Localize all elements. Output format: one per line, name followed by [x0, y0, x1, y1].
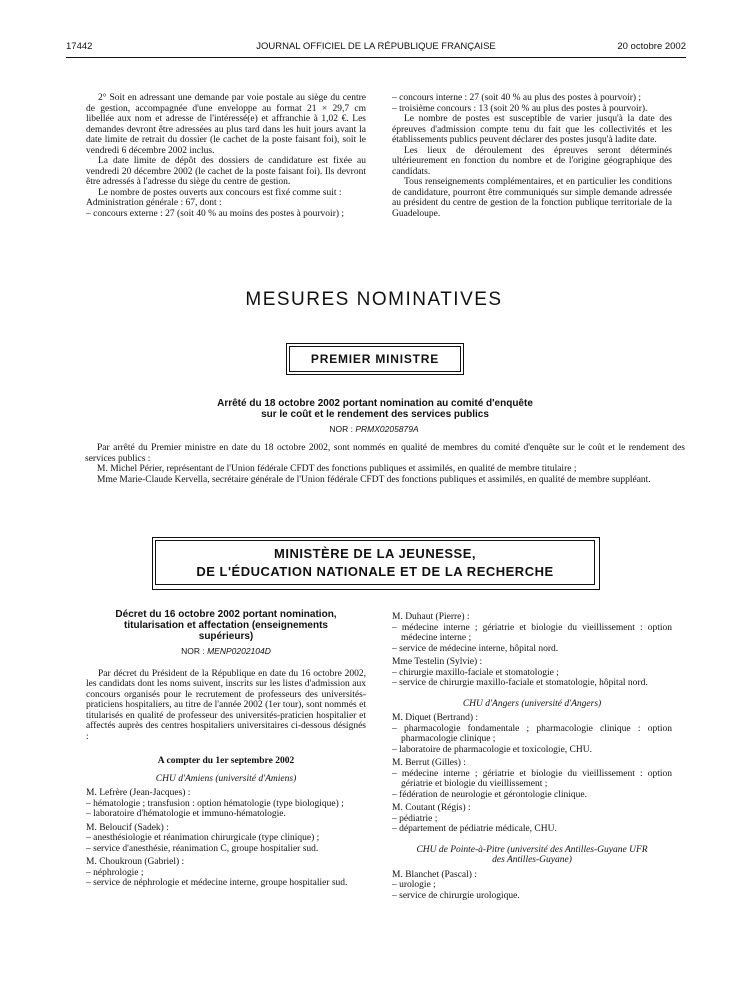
- arrete-nor: [0, 424, 748, 434]
- list-item: – troisième concours : 13 (soit 20 % au plus des postes à pourvoir).: [392, 103, 648, 114]
- appointee-name: M. Beloucif (Sadek) :: [86, 822, 169, 833]
- paragraph: Le nombre de postes ouverts aux concours est fixé comme suit :: [98, 187, 342, 198]
- nor-label: NOR :: [329, 424, 353, 434]
- paragraph: Les lieux de déroulement des épreuves seront déterminés ultérieurement en fonction du nombre et de l'origine géographique des candidats.: [392, 145, 672, 177]
- list-item: – médecine interne ; gériatrie et biologie du vieillissement : option médecine interne ;: [392, 622, 672, 643]
- chu-heading: CHU d'Amiens (université d'Amiens): [155, 773, 297, 784]
- ministry-heading-line: DE L'ÉDUCATION NATIONALE ET DE LA RECHERCHE: [196, 564, 554, 579]
- list-item: – fédération de neurologie et gérontologie clinique.: [392, 789, 587, 800]
- list-item: – service de néphrologie et médecine interne, groupe hospitalier sud.: [86, 878, 348, 888]
- list-item: – médecine interne ; gériatrie et biologie du vieillissement : option gériatrie et biologie du vieillissement ;: [392, 768, 672, 789]
- list-item: – laboratoire de pharmacologie et toxicologie, CHU.: [392, 744, 592, 755]
- bottom-left-column: [86, 609, 366, 889]
- top-right-column: [392, 93, 672, 219]
- paragraph: Administration générale : 67, dont :: [86, 198, 222, 208]
- paragraph: 2° Soit en adressant une demande par voie postale au siège du centre de gestion, accompagnée d'une enveloppe au format 21 × 29,7 cm libellée aux nom et adresse de l'intéressé(e) et affranchie à 1,02 €. Les demandes devront être adressées au plus tard dans les huit jours avant la date limite de retrait du dossier (le cachet de la poste faisant foi), soit le vendredi 6 décembre 2002 inclus.: [86, 93, 366, 156]
- journal-title: JOURNAL OFFICIEL DE LA RÉPUBLIQUE FRANÇAISE: [256, 41, 496, 52]
- list-item: – urologie ;: [392, 880, 436, 890]
- section-title: MESURES NOMINATIVES: [245, 289, 503, 310]
- list-item: – service de chirurgie urologique.: [392, 890, 520, 901]
- paragraph: Le nombre de postes est susceptible de varier jusqu'à la date des épreuves d'admission compte tenu du fait que les collectivités et les établissements publics peuvent déclarer des postes jusqu'à ladite date.: [392, 114, 672, 145]
- list-item: – néphrologie ;: [86, 867, 144, 878]
- list-item: – pédiatrie ;: [392, 813, 438, 824]
- arrete-title: [140, 398, 610, 420]
- top-left-column: [86, 93, 366, 219]
- paragraph: Mme Marie-Claude Kervella, secrétaire générale de l'Union fédérale CFDT des fonctions publiques et assimilés, en qualité de membre suppléant.: [97, 474, 651, 485]
- issue-date: 20 octobre 2002: [617, 41, 686, 52]
- paragraph: La date limite de dépôt des dossiers de candidature est fixée au vendredi 20 décembre 2002 (le cachet de la poste faisant foi). Ils devront être adressés à l'adresse du siège du centre de gestion.: [86, 156, 366, 187]
- list-item: – département de pédiatrie médicale, CHU.: [392, 824, 557, 834]
- list-item: – service d'anesthésie, réanimation C, groupe hospitalier sud.: [86, 843, 319, 854]
- list-item: – service de médecine interne, hôpital nord.: [392, 643, 559, 654]
- nor-code: MENP0202104D: [207, 646, 271, 656]
- appointment-list: [392, 612, 672, 901]
- appointee-name: M. Berrut (Gilles) :: [392, 758, 466, 768]
- paragraph: M. Michel Périer, représentant de l'Union fédérale CFDT des fonctions publiques et assimilés, en qualité de membre titulaire ;: [97, 464, 577, 474]
- arrete-title-line: Arrêté du 18 octobre 2002 portant nomination au comité d'enquête: [217, 398, 533, 409]
- list-item: – anesthésiologie et réanimation chirurgicale (type clinique) ;: [86, 833, 320, 843]
- header-rule: [66, 57, 686, 58]
- page-header: [66, 41, 686, 55]
- nor-label: NOR :: [181, 646, 205, 656]
- paragraph: Par arrêté du Premier ministre en date du 18 octobre 2002, sont nommés en qualité de membres du comité d'enquête sur le coût et le rendement des services publics :: [85, 443, 685, 464]
- appointee-name: M. Choukroun (Gabriel) :: [86, 857, 185, 867]
- list-item: – pharmacologie fondamentale ; pharmacologie clinique : option pharmacologie clinique ;: [392, 723, 672, 744]
- appointee-name: M. Lefrère (Jean-Jacques) :: [86, 788, 191, 798]
- list-item: – chirurgie maxillo-faciale et stomatologie ;: [392, 667, 559, 678]
- ministry-heading: [155, 540, 595, 585]
- page-number: 17442: [66, 41, 93, 52]
- bottom-right-column: [392, 609, 672, 901]
- chu-heading: CHU d'Angers (université d'Angers): [462, 698, 602, 709]
- ministry-heading: PREMIER MINISTRE: [289, 346, 461, 372]
- list-item: – concours externe : 27 (soit 40 % au moins des postes à pourvoir) ;: [86, 208, 345, 219]
- decret-nor: [86, 646, 366, 657]
- appointee-name: M. Diquet (Bertrand) :: [392, 713, 479, 723]
- arrete-title-line: sur le coût et le rendement des services publics: [261, 409, 489, 420]
- list-item: – concours interne : 27 (soit 40 % au plus des postes à pourvoir) ;: [392, 93, 642, 103]
- decret-title: Décret du 16 octobre 2002 portant nomination, titularisation et affectation (enseignements supérieurs): [115, 609, 337, 642]
- appointee-name: Mme Testelin (Sylvie) :: [392, 657, 483, 667]
- list-item: – service de chirurgie maxillo-faciale et stomatologie, hôpital nord.: [392, 678, 648, 688]
- section-heading: A compter du 1er septembre 2002: [157, 756, 295, 766]
- nor-code: PRMX0205879A: [355, 424, 419, 434]
- list-item: – laboratoire d'hématologie et immuno-hématologie.: [86, 809, 286, 819]
- paragraph: Tous renseignements complémentaires, et en particulier les conditions de candidature, pourront être communiqués sur simple demande adressée au président du centre de gestion de la fonction publique territoriale de la Guadeloupe.: [392, 177, 672, 219]
- arrete-body: [85, 443, 685, 485]
- ministry-heading-line: MINISTÈRE DE LA JEUNESSE,: [274, 546, 476, 561]
- list-item: – hématologie ; transfusion : option hématologie (type biologique) ;: [86, 798, 344, 809]
- appointee-name: M. Coutant (Régis) :: [392, 803, 471, 813]
- appointee-name: M. Duhaut (Pierre) :: [392, 612, 470, 622]
- appointment-list: [86, 788, 366, 889]
- paragraph: Par décret du Président de la République en date du 16 octobre 2002, les candidats dont les noms suivent, inscrits sur les listes d'admission aux concours organisés pour le recrutement de professeurs des universités-praticiens hospitaliers, au titre de l'année 2002 (1er tour), sont nommés et titularisés en qualité de professeur des universités-praticien hospitalier et affectés auprès des centres hospitaliers universitaires ci-dessous désignés :: [86, 668, 366, 742]
- appointee-name: M. Blanchet (Pascal) :: [392, 869, 477, 880]
- chu-heading: CHU de Pointe-à-Pitre (université des Antilles-Guyane UFR des Antilles-Guyane): [416, 844, 648, 865]
